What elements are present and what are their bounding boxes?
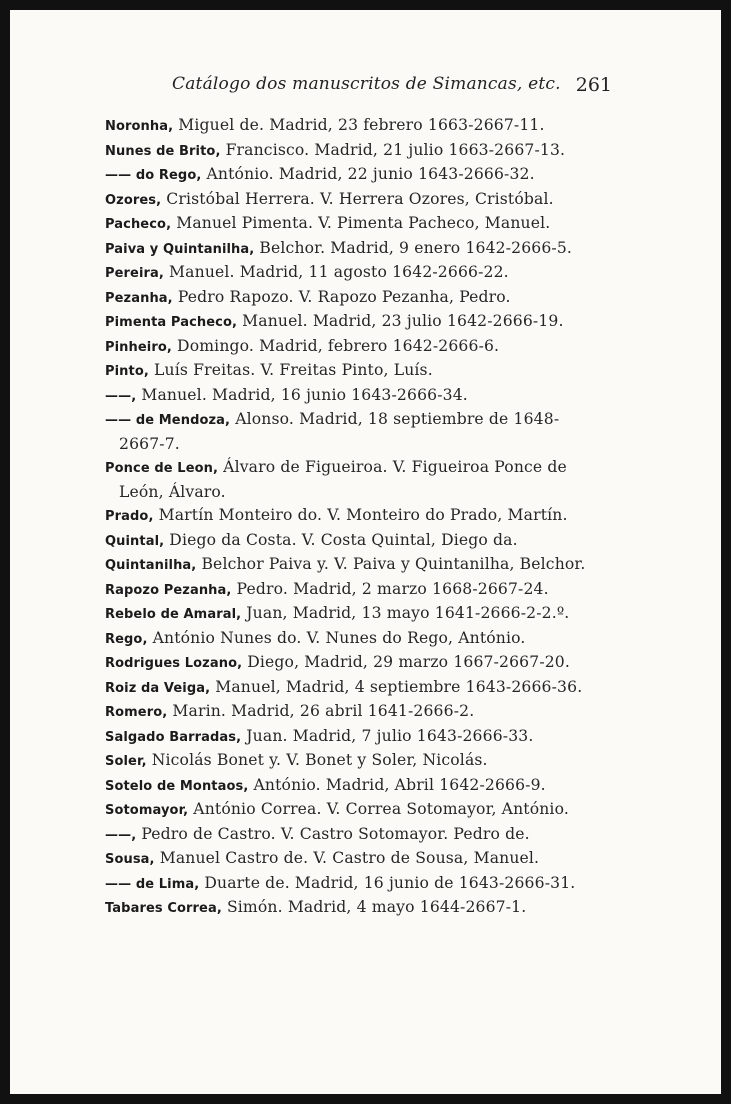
entry-heading: Tabares Correa, (105, 901, 222, 916)
catalog-entry (105, 456, 600, 504)
entry-heading: Pereira, (105, 266, 164, 281)
entry-text: António. Madrid, 22 junio 1643-2666-32. (201, 165, 535, 183)
catalog-entry (105, 847, 600, 872)
catalog-entry (105, 578, 600, 603)
entry-heading: —— de Lima, (105, 876, 200, 892)
catalog-entry (105, 114, 600, 139)
entry-text: Belchor. Madrid, 9 enero 1642-2666-5. (254, 238, 573, 257)
entry-text: António Nunes do. V. Nunes do Rego, António. (147, 628, 526, 647)
entry-text: Duarte de. Madrid, 16 junio de 1643-2666-31. (199, 873, 576, 892)
entry-text: Marin. Madrid, 26 abril 1641-2666-2. (167, 702, 475, 720)
entry-heading: Paiva y Quintanilha, (105, 241, 255, 257)
catalog-entry (105, 237, 600, 262)
catalog-entry (105, 408, 600, 456)
entry-text: Luís Freitas. V. Freitas Pinto, Luís. (148, 361, 433, 379)
catalog-entry (105, 310, 600, 335)
page-header (172, 74, 612, 102)
entry-text: António Correa. V. Correa Sotomayor, António. (188, 800, 569, 818)
entry-text: Simón. Madrid, 4 mayo 1644-2667-1. (221, 898, 527, 916)
page-number: 261 (575, 74, 612, 96)
catalog-entry (105, 896, 600, 921)
catalog-entry (105, 676, 600, 701)
catalog-entry (105, 163, 600, 188)
entry-text: Manuel. Madrid, 11 agosto 1642-2666-22. (163, 263, 509, 281)
catalog-entry (105, 651, 600, 676)
entry-text: Alonso. Madrid, 18 septiembre de 1648-2667-7. (119, 410, 560, 453)
entry-text: Diego da Costa. V. Costa Quintal, Diego da. (164, 530, 518, 549)
running-title: Catálogo dos manuscritos de Simancas, etc. (172, 74, 561, 94)
catalog-entries (105, 114, 600, 921)
entry-text: Pedro Rapozo. V. Rapozo Pezanha, Pedro. (172, 287, 511, 306)
entry-text: Martín Monteiro do. V. Monteiro do Prado, Martín. (153, 506, 568, 524)
catalog-entry (105, 335, 600, 360)
entry-text: Manuel, Madrid, 4 septiembre 1643-2666-36. (210, 677, 583, 696)
catalog-entry (105, 774, 600, 799)
entry-text: Pedro de Castro. V. Castro Sotomayor. Pedro de. (136, 824, 530, 843)
catalog-entry (105, 212, 600, 237)
catalog-entry (105, 700, 600, 725)
entry-heading: Ozores, (105, 192, 162, 208)
entry-text: Miguel de. Madrid, 23 febrero 1663-2667-11. (173, 116, 545, 134)
catalog-entry (105, 529, 600, 554)
entry-heading: Quintal, (105, 533, 165, 549)
entry-heading: Rego, (105, 631, 148, 647)
entry-text: Manuel Pimenta. V. Pimenta Pacheco, Manuel. (171, 214, 551, 232)
entry-heading: Rebelo de Amaral, (105, 607, 242, 622)
catalog-entry (105, 749, 600, 774)
entry-heading: Pacheco, (105, 217, 172, 232)
entry-text: Diego, Madrid, 29 marzo 1667-2667-20. (242, 653, 570, 671)
entry-heading: Salgado Barradas, (105, 729, 242, 745)
catalog-entry (105, 725, 600, 750)
entry-text: Álvaro de Figueiroa. V. Figueiroa Ponce de León, Álvaro. (119, 458, 567, 501)
catalog-entry (105, 872, 600, 897)
catalog-entry (105, 798, 600, 823)
entry-text: Pedro. Madrid, 2 marzo 1668-2667-24. (231, 579, 549, 598)
book-page (10, 10, 721, 1094)
entry-heading: Quintanilha, (105, 558, 197, 573)
catalog-entry (105, 139, 600, 164)
entry-heading: Pimenta Pacheco, (105, 315, 238, 330)
entry-text: Cristóbal Herrera. V. Herrera Ozores, Cristóbal. (161, 189, 554, 208)
entry-heading: Rapozo Pezanha, (105, 582, 232, 598)
catalog-entry (105, 823, 600, 848)
entry-heading: ——, (105, 388, 137, 404)
entry-text: Belchor Paiva y. V. Paiva y Quintanilha, Belchor. (196, 555, 586, 573)
entry-text: António. Madrid, Abril 1642-2666-9. (248, 775, 546, 794)
entry-heading: Pinheiro, (105, 339, 172, 355)
catalog-entry (105, 627, 600, 652)
catalog-entry (105, 384, 600, 409)
catalog-entry (105, 261, 600, 286)
entry-heading: Sotomayor, (105, 803, 189, 818)
entry-heading: ——, (105, 827, 137, 843)
entry-text: Nicolás Bonet y. V. Bonet y Soler, Nicolás. (146, 751, 488, 769)
entry-text: Manuel Castro de. V. Castro de Sousa, Manuel. (154, 849, 540, 867)
entry-text: Domingo. Madrid, febrero 1642-2666-6. (171, 336, 500, 355)
entry-heading: Roiz da Veiga, (105, 680, 211, 696)
entry-heading: —— do Rego, (105, 168, 202, 183)
entry-heading: —— de Mendoza, (105, 413, 231, 428)
catalog-entry (105, 188, 600, 213)
entry-text: Francisco. Madrid, 21 julio 1663-2667-13. (220, 140, 566, 159)
catalog-entry (105, 602, 600, 627)
entry-heading: Ponce de Leon, (105, 461, 219, 476)
entry-heading: Nunes de Brito, (105, 143, 221, 159)
entry-heading: Sousa, (105, 852, 155, 867)
entry-heading: Romero, (105, 705, 168, 720)
catalog-entry (105, 359, 600, 384)
entry-heading: Soler, (105, 754, 147, 769)
catalog-entry (105, 504, 600, 529)
entry-text: Manuel. Madrid, 23 julio 1642-2666-19. (237, 312, 564, 330)
entry-heading: Noronha, (105, 119, 174, 134)
entry-text: Juan. Madrid, 7 julio 1643-2666-33. (241, 726, 534, 745)
entry-text: Manuel. Madrid, 16 junio 1643-2666-34. (136, 385, 468, 404)
entry-heading: Rodrigues Lozano, (105, 656, 243, 671)
entry-heading: Sotelo de Montaos, (105, 778, 249, 794)
catalog-entry (105, 553, 600, 578)
entry-heading: Pinto, (105, 364, 149, 379)
entry-heading: Pezanha, (105, 290, 173, 306)
entry-heading: Prado, (105, 509, 154, 524)
catalog-entry (105, 286, 600, 311)
entry-text: Juan, Madrid, 13 mayo 1641-2666-2-2.º. (241, 604, 570, 622)
